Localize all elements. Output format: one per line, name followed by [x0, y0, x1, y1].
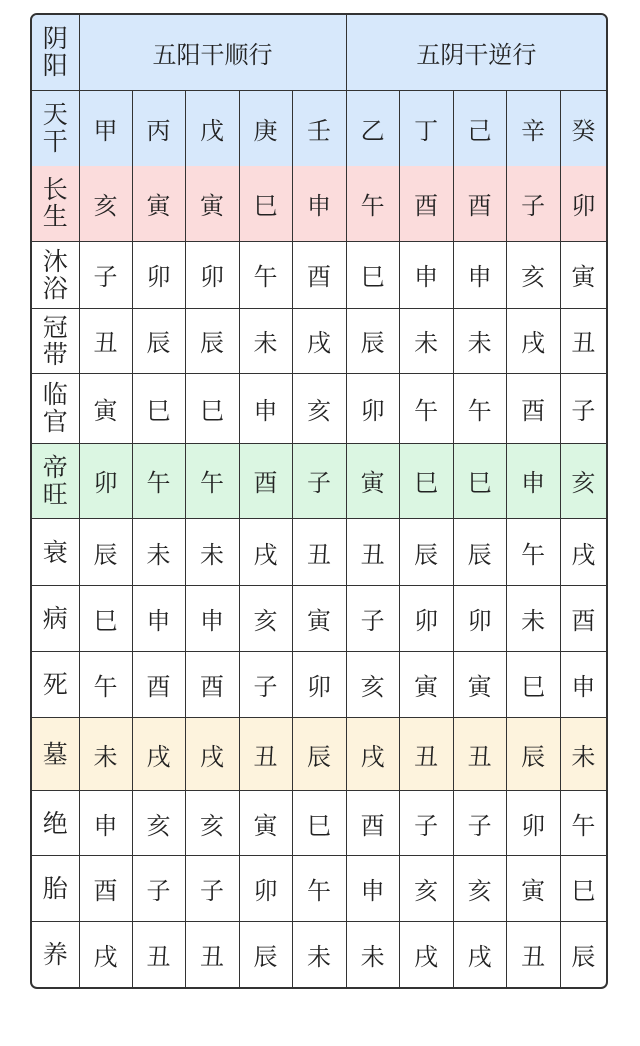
stem-cell: 戊: [185, 90, 239, 166]
branch-cell: 未: [453, 308, 506, 373]
branch-cell: 酉: [292, 241, 346, 308]
branch-cell: 子: [346, 586, 399, 652]
branch-cell: 亥: [453, 856, 506, 922]
branch-cell: 巳: [239, 166, 292, 241]
branch-cell: 寅: [346, 443, 399, 518]
stage-label-char: 病: [42, 604, 68, 634]
branch-cell: 戌: [292, 308, 346, 373]
branch-cell: 申: [132, 586, 185, 652]
branch-cell: 申: [399, 241, 453, 308]
branch-cell: 亥: [506, 241, 560, 308]
branch-cell: 申: [506, 443, 560, 518]
branch-cell: 辰: [346, 308, 399, 373]
stage-row: [32, 241, 606, 308]
stem-cell: 己: [453, 90, 506, 166]
stage-row: [32, 718, 606, 791]
branch-cell: 未: [560, 718, 606, 791]
branch-cell: 丑: [346, 518, 399, 585]
branch-cell: 辰: [453, 518, 506, 585]
stems-row: [32, 90, 606, 166]
branch-cell: 寅: [453, 652, 506, 718]
branch-cell: 戌: [560, 518, 606, 585]
branch-cell: 寅: [560, 241, 606, 308]
stage-row: [32, 373, 606, 443]
stage-row: [32, 791, 606, 856]
stage-label-char: 胎: [42, 874, 68, 904]
stage-label-cell: [32, 166, 79, 241]
branch-cell: 丑: [185, 922, 239, 987]
stem-cell: 庚: [239, 90, 292, 166]
branch-cell: 寅: [399, 652, 453, 718]
branch-cell: 午: [399, 373, 453, 443]
branch-cell: 午: [185, 443, 239, 518]
branch-cell: 申: [239, 373, 292, 443]
branch-cell: 寅: [132, 166, 185, 241]
stage-label-cell: [32, 791, 79, 856]
branch-cell: 子: [79, 241, 132, 308]
branch-cell: 丑: [399, 718, 453, 791]
branch-cell: 酉: [132, 652, 185, 718]
branch-cell: 卯: [292, 652, 346, 718]
stems-label-cell: [32, 90, 79, 166]
branch-cell: 亥: [132, 791, 185, 856]
branch-cell: 子: [239, 652, 292, 718]
stem-cell: 壬: [292, 90, 346, 166]
branch-cell: 巳: [346, 241, 399, 308]
stage-label-char: 旺: [42, 479, 68, 509]
branch-cell: 辰: [506, 718, 560, 791]
branch-cell: 辰: [560, 922, 606, 987]
branch-cell: 卯: [560, 166, 606, 241]
branch-cell: 丑: [79, 308, 132, 373]
stage-label-char: 死: [42, 670, 68, 700]
branch-cell: 酉: [185, 652, 239, 718]
yinyang-label-char: 阳: [42, 51, 68, 81]
branch-cell: 巳: [506, 652, 560, 718]
branch-cell: 午: [346, 166, 399, 241]
stage-label-cell: [32, 443, 79, 518]
stem-cell: 乙: [346, 90, 399, 166]
stage-label-cell: [32, 718, 79, 791]
stem-cell: 辛: [506, 90, 560, 166]
branch-cell: 戌: [79, 922, 132, 987]
branch-cell: 寅: [506, 856, 560, 922]
stems-label-char: 天: [42, 100, 68, 130]
branch-cell: 辰: [292, 718, 346, 791]
branch-cell: 巳: [560, 856, 606, 922]
stem-cell: 丁: [399, 90, 453, 166]
branch-cell: 酉: [79, 856, 132, 922]
branch-cell: 亥: [399, 856, 453, 922]
branch-cell: 卯: [239, 856, 292, 922]
branch-cell: 卯: [346, 373, 399, 443]
stage-row: [32, 922, 606, 987]
branch-cell: 寅: [292, 586, 346, 652]
stage-row: [32, 166, 606, 241]
yang-group-header: 五阳干顺行: [79, 15, 346, 90]
stage-label-cell: [32, 373, 79, 443]
branch-cell: 卯: [453, 586, 506, 652]
stem-cell: 癸: [560, 90, 606, 166]
branch-cell: 戌: [453, 922, 506, 987]
stage-label-char: 衰: [42, 537, 68, 567]
stem-cell: 甲: [79, 90, 132, 166]
stem-cell: 丙: [132, 90, 185, 166]
stage-label-char: 养: [42, 940, 68, 970]
stage-label-cell: [32, 518, 79, 585]
branch-cell: 巳: [132, 373, 185, 443]
stage-label-char: 墓: [42, 739, 68, 769]
branch-cell: 未: [346, 922, 399, 987]
stage-row: [32, 443, 606, 518]
branch-cell: 亥: [560, 443, 606, 518]
stage-label-cell: [32, 308, 79, 373]
branch-cell: 戌: [132, 718, 185, 791]
branch-cell: 申: [346, 856, 399, 922]
branch-cell: 午: [79, 652, 132, 718]
branch-cell: 巳: [292, 791, 346, 856]
branch-cell: 申: [79, 791, 132, 856]
branch-cell: 巳: [399, 443, 453, 518]
branch-cell: 寅: [79, 373, 132, 443]
stage-row: [32, 652, 606, 718]
branch-cell: 丑: [560, 308, 606, 373]
stage-row: [32, 308, 606, 373]
yinyang-label-cell: [32, 15, 79, 90]
stage-label-char: 长: [42, 175, 68, 205]
branch-cell: 酉: [560, 586, 606, 652]
branch-cell: 子: [185, 856, 239, 922]
branch-cell: 寅: [239, 791, 292, 856]
stage-label-char: 绝: [42, 808, 68, 838]
branch-cell: 酉: [346, 791, 399, 856]
branch-cell: 丑: [239, 718, 292, 791]
branch-cell: 寅: [185, 166, 239, 241]
branch-cell: 亥: [79, 166, 132, 241]
branch-cell: 戌: [239, 518, 292, 585]
branch-cell: 丑: [132, 922, 185, 987]
stage-label-char: 帝: [42, 452, 68, 482]
branch-cell: 卯: [506, 791, 560, 856]
stems-label-char: 干: [42, 127, 68, 157]
branch-cell: 辰: [185, 308, 239, 373]
branch-cell: 未: [506, 586, 560, 652]
branch-cell: 戌: [506, 308, 560, 373]
branch-cell: 子: [292, 443, 346, 518]
branch-cell: 申: [185, 586, 239, 652]
branch-cell: 子: [399, 791, 453, 856]
branch-cell: 丑: [292, 518, 346, 585]
branch-cell: 辰: [79, 518, 132, 585]
branch-cell: 亥: [292, 373, 346, 443]
stage-label-cell: [32, 652, 79, 718]
branch-cell: 卯: [132, 241, 185, 308]
stage-label-char: 浴: [42, 273, 68, 303]
branch-cell: 午: [560, 791, 606, 856]
branch-cell: 午: [239, 241, 292, 308]
branch-cell: 戌: [399, 922, 453, 987]
stage-label-char: 冠: [42, 312, 68, 342]
branch-cell: 亥: [346, 652, 399, 718]
stage-label-char: 生: [42, 202, 68, 232]
branch-cell: 午: [453, 373, 506, 443]
changsheng-table-container: [30, 13, 608, 989]
branch-cell: 子: [506, 166, 560, 241]
branch-cell: 酉: [239, 443, 292, 518]
branch-cell: 未: [79, 718, 132, 791]
branch-cell: 酉: [399, 166, 453, 241]
branch-cell: 戌: [185, 718, 239, 791]
branch-cell: 申: [560, 652, 606, 718]
yinyang-label-char: 阴: [42, 24, 68, 54]
branch-cell: 未: [399, 308, 453, 373]
branch-cell: 亥: [239, 586, 292, 652]
branch-cell: 未: [239, 308, 292, 373]
changsheng-table: [32, 15, 606, 987]
branch-cell: 辰: [239, 922, 292, 987]
stage-label-cell: [32, 241, 79, 308]
branch-cell: 戌: [346, 718, 399, 791]
branch-cell: 子: [453, 791, 506, 856]
stage-label-cell: [32, 922, 79, 987]
stage-rows: [32, 166, 606, 987]
branch-cell: 巳: [453, 443, 506, 518]
branch-cell: 申: [453, 241, 506, 308]
branch-cell: 辰: [132, 308, 185, 373]
branch-cell: 未: [185, 518, 239, 585]
branch-cell: 卯: [399, 586, 453, 652]
stage-label-char: 官: [42, 407, 68, 437]
stage-row: [32, 856, 606, 922]
stage-row: [32, 518, 606, 585]
branch-cell: 午: [292, 856, 346, 922]
branch-cell: 未: [132, 518, 185, 585]
stage-label-char: 临: [42, 380, 68, 410]
branch-cell: 子: [132, 856, 185, 922]
branch-cell: 未: [292, 922, 346, 987]
stage-label-char: 带: [42, 339, 68, 369]
branch-cell: 申: [292, 166, 346, 241]
header-row: [32, 15, 606, 90]
stage-label-cell: [32, 856, 79, 922]
branch-cell: 卯: [79, 443, 132, 518]
branch-cell: 亥: [185, 791, 239, 856]
branch-cell: 丑: [453, 718, 506, 791]
branch-cell: 卯: [185, 241, 239, 308]
branch-cell: 子: [560, 373, 606, 443]
branch-cell: 辰: [399, 518, 453, 585]
stage-row: [32, 586, 606, 652]
branch-cell: 巳: [79, 586, 132, 652]
stage-label-cell: [32, 586, 79, 652]
stage-label-char: 沐: [42, 246, 68, 276]
branch-cell: 酉: [506, 373, 560, 443]
branch-cell: 酉: [453, 166, 506, 241]
branch-cell: 丑: [506, 922, 560, 987]
yin-group-header: 五阴干逆行: [346, 15, 606, 90]
branch-cell: 午: [132, 443, 185, 518]
branch-cell: 巳: [185, 373, 239, 443]
branch-cell: 午: [506, 518, 560, 585]
